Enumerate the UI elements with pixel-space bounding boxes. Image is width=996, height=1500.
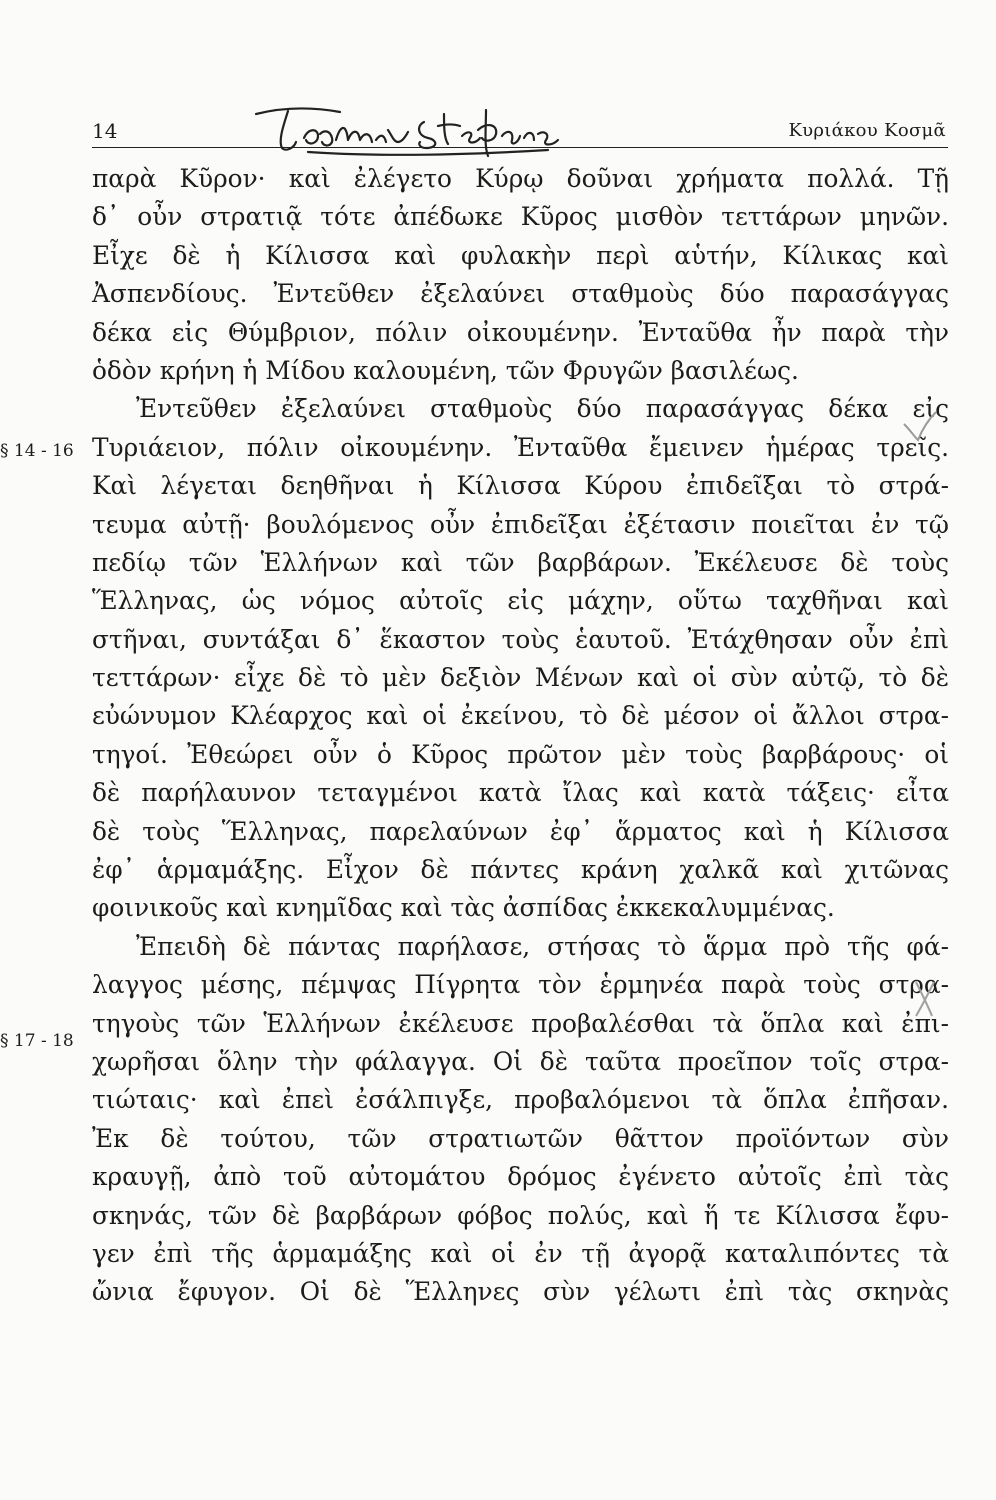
text-line: φοινικοῦς καὶ κνημῖδας καὶ τὰς ἀσπίδας ἐκκεκαλυμμένας. [92,893,835,923]
text-line: τευμα αὐτῇ· βουλόμενος οὖν ἐπιδεῖξαι ἐξέτασιν ποιεῖται ἐν τῷ [92,509,949,539]
text-line: πεδίῳ τῶν Ἑλλήνων καὶ τῶν βαρβάρων. Ἐκέλευσε δὲ τοὺς [92,547,949,577]
text-line: Ἐντεῦθεν ἐξελαύνει σταθμοὺς δύο παρασάγγας δέκα εἰς [136,394,949,424]
handwritten-note [248,100,568,160]
text-line: εὐώνυμον Κλέαρχος καὶ οἱ ἐκείνου, τὸ δὲ μέσον οἱ ἄλλοι στρα- [92,701,949,731]
text-line: τηγοί. Ἐθεώρει οὖν ὁ Κῦρος πρῶτον μὲν τοὺς βαρβάρους· οἱ [92,739,949,769]
text-line: Ἀσπενδίους. Ἐντεῦθεν ἐξελαύνει σταθμοὺς δύο παρασάγγας [92,279,949,309]
pencil-cross-mark [910,978,940,1018]
text-line: Εἶχε δὲ ἡ Κίλισσα καὶ φυλακὴν περὶ αὑτήν, Κίλικας καὶ [92,240,949,270]
text-line: κραυγῇ, ἀπὸ τοῦ αὐτομάτου δρόμος ἐγένετο αὐτοῖς ἐπὶ τὰς [92,1162,949,1192]
body-text [92,160,949,1312]
text-line: ὁδὸν κρήνη ἡ Μίδου καλουμένη, τῶν Φρυγῶν βασιλέως. [92,355,799,385]
text-line: Ἐπειδὴ δὲ πάντας παρήλασε, στήσας τὸ ἅρμα πρὸ τῆς φά- [136,931,949,961]
text-line: παρὰ Κῦρον· καὶ ἐλέγετο Κύρῳ δοῦναι χρήματα πολλά. Τῇ [92,164,949,193]
text-line: χωρῆσαι ὅλην τὴν φάλαγγα. Οἱ δὲ ταῦτα προεῖπον τοῖς στρα- [92,1046,949,1076]
text-line: σκηνάς, τῶν δὲ βαρβάρων φόβος πολύς, καὶ ἥ τε Κίλισσα ἔφυ- [92,1200,949,1230]
text-line: δὲ τοὺς Ἕλληνας, παρελαύνων ἐφ᾽ ἅρματος καὶ ἡ Κίλισσα [92,816,949,846]
text-line: τεττάρων· εἶχε δὲ τὸ μὲν δεξιὸν Μένων καὶ οἱ σὺν αὐτῷ, τὸ δὲ [92,663,949,693]
text-line: Τυριάειον, πόλιν οἰκουμένην. Ἐνταῦθα ἔμεινεν ἡμέρας τρεῖς. [92,432,949,462]
page-number: 14 [92,119,118,143]
pencil-check-mark [900,410,940,446]
text-line: τιώταις· καὶ ἐπεὶ ἐσάλπιγξε, προβαλόμενοι τὰ ὅπλα ἐπῆσαν. [92,1085,949,1115]
text-line: τηγοὺς τῶν Ἑλλήνων ἐκέλευσε προβαλέσθαι τὰ ὅπλα καὶ ἐπι- [92,1008,949,1038]
text-line: Ἐκ δὲ τούτου, τῶν στρατιωτῶν θᾶττον προϊόντων σὺν [92,1123,949,1153]
text-line: δ᾽ οὖν στρατιᾷ τότε ἀπέδωκε Κῦρος μισθὸν τεττάρων μηνῶν. [92,202,949,232]
text-line: δὲ παρήλαυνον τεταγμένοι κατὰ ἴλας καὶ κατὰ τάξεις· εἶτα [92,778,949,808]
text-line: στῆναι, συντάξαι δ᾽ ἕκαστον τοὺς ἑαυτοῦ. Ἐτάχθησαν οὖν ἐπὶ [92,624,949,654]
section-marker: § 14 - 16 [0,441,74,461]
text-line: Καὶ λέγεται δεηθῆναι ἡ Κίλισσα Κύρου ἐπιδεῖξαι τὸ στρά- [92,471,949,501]
text-line: ἐφ᾽ ἁρμαμάξης. Εἶχον δὲ πάντες κράνη χαλκᾶ καὶ χιτῶνας [92,855,949,885]
running-head: Κυριάκου Κοσμᾶ [788,120,946,141]
text-line: γεν ἐπὶ τῆς ἁρμαμάξης καὶ οἱ ἐν τῇ ἀγορᾷ καταλιπόντες τὰ [92,1238,949,1268]
section-marker: § 17 - 18 [0,1031,74,1051]
text-line: λαγγος μέσης, πέμψας Πίγρητα τὸν ἑρμηνέα παρὰ τοὺς στρα- [92,970,949,1000]
text-line: ὤνια ἔφυγον. Οἱ δὲ Ἕλληνες σὺν γέλωτι ἐπὶ τὰς σκηνὰς [92,1277,949,1307]
text-line: Ἕλληνας, ὡς νόμος αὐτοῖς εἰς μάχην, οὕτω ταχθῆναι καὶ [92,586,949,616]
text-line: δέκα εἰς Θύμβριον, πόλιν οἰκουμένην. Ἐνταῦθα ἦν παρὰ τὴν [92,317,949,347]
